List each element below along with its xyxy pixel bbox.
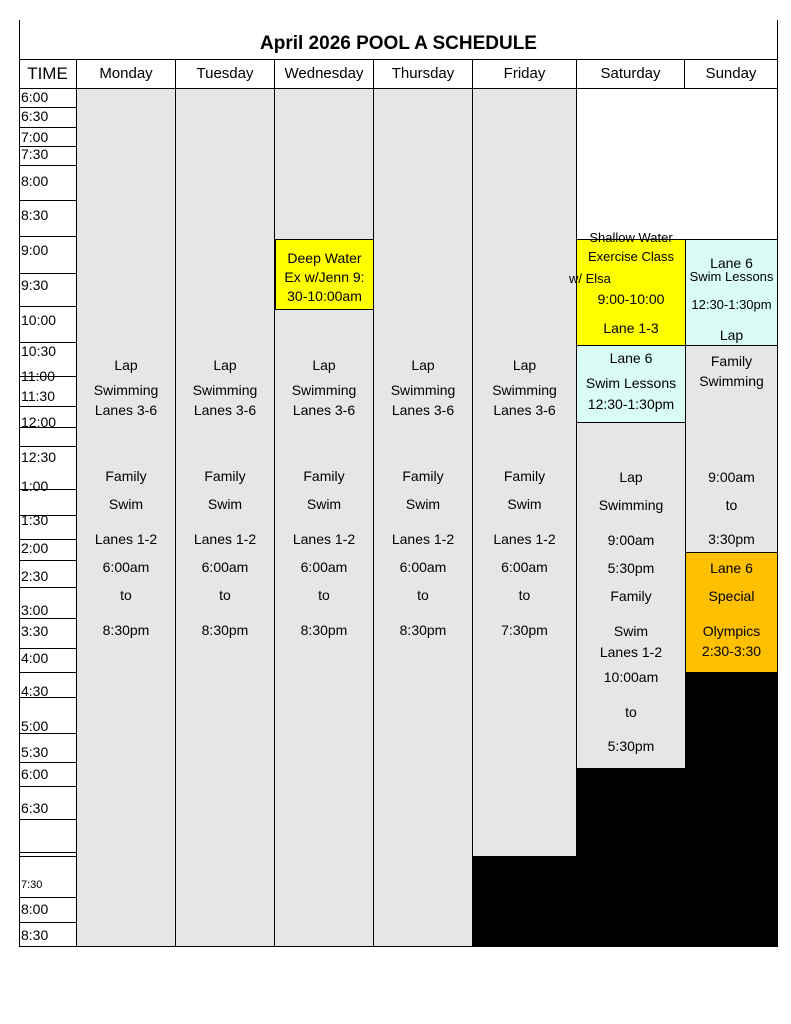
class-text: Shallow Water (589, 230, 673, 245)
time-label: 9:30 (21, 277, 49, 293)
day-header-friday: Friday (503, 65, 546, 82)
time-label: 9:00 (21, 242, 49, 258)
sunday-family-swimming (685, 345, 778, 553)
class-text: Exercise Class (588, 249, 674, 264)
time-label: 3:30 (21, 623, 49, 639)
time-row-line (19, 165, 76, 166)
family-label: Family (710, 353, 753, 369)
start-time: 6:00am (399, 559, 447, 575)
lap-label: Lap (512, 357, 537, 373)
start-time: 9:00am (607, 532, 655, 548)
family-label: Family (105, 468, 147, 484)
lap-lanes: Lanes 3-6 (292, 402, 356, 418)
family-label: Swim (613, 623, 649, 639)
lap-lanes: Lanes 3-6 (94, 402, 158, 418)
lap-label: Lap (114, 357, 138, 373)
monday-schedule-block (76, 88, 176, 947)
family-label: Swim (405, 496, 441, 512)
time-row-line (19, 897, 76, 898)
left-border (19, 20, 20, 947)
lap-label: Swimming (492, 382, 557, 398)
closed-area-sunday-evening (685, 672, 778, 770)
time-label: 5:00 (21, 718, 49, 734)
start-time: 6:00am (102, 559, 150, 575)
time-row-line (19, 819, 76, 820)
time-row-line (19, 200, 76, 201)
time-label: 11:00 (21, 368, 55, 384)
deep-water-exercise-class (275, 239, 374, 310)
time-row-line (19, 786, 76, 787)
time-label: 6:30 (21, 800, 49, 816)
family-label: Swim (108, 496, 144, 512)
time-row-line (19, 406, 76, 407)
thursday-schedule-block (373, 88, 473, 947)
time-label: 1:00 (21, 478, 49, 494)
end-time: 5:30pm (607, 560, 655, 576)
class-text: w/ Elsa (569, 271, 611, 286)
start-time: 10:00am (603, 669, 659, 685)
time-label: 4:30 (21, 683, 49, 699)
shallow-water-exercise-class (569, 230, 686, 346)
time-label: 10:30 (21, 343, 57, 359)
end-time: 8:30pm (300, 622, 348, 638)
class-time: 9:00-10:00 (597, 291, 665, 307)
closed-area-saturday-evening (577, 768, 778, 858)
time-row-line (19, 446, 76, 447)
to-label: to (518, 587, 531, 603)
special-text: Olympics (702, 623, 761, 639)
closed-area-friday-weekend (473, 856, 778, 947)
end-time: 8:30pm (201, 622, 249, 638)
saturday-swim-lessons (576, 345, 686, 423)
to-label: to (417, 587, 429, 603)
class-lanes: Lane 1-3 (603, 320, 659, 336)
time-row-line (19, 560, 76, 561)
day-header-sunday: Sunday (705, 65, 757, 82)
time-label: 10:00 (21, 312, 57, 328)
time-label: 7:00 (21, 129, 49, 145)
time-row-line (19, 856, 76, 857)
end-time: 3:30pm (708, 531, 755, 547)
saturday-lap-family-block (576, 422, 686, 769)
saturday-sunday-open-area (576, 88, 778, 240)
end-time: 7:30pm (501, 622, 548, 638)
start-time: 6:00am (201, 559, 249, 575)
time-row-line (19, 273, 76, 274)
family-label: Family (402, 468, 444, 484)
time-label: 7:30 (21, 146, 49, 162)
start-time: 9:00am (708, 469, 755, 485)
family-label: Swim (207, 496, 243, 512)
schedule-title: April 2026 POOL A SCHEDULE (260, 33, 537, 54)
end-time: 8:30pm (102, 622, 150, 638)
day-header-monday: Monday (99, 65, 153, 82)
family-lanes: Lanes 1-2 (94, 531, 158, 547)
to-label: to (318, 587, 330, 603)
to-label: to (120, 587, 132, 603)
family-lanes: Lanes 1-2 (391, 531, 455, 547)
lap-label: Lap (719, 327, 744, 343)
lessons-text: Swim Lessons (689, 269, 774, 284)
time-row-line (19, 922, 76, 923)
family-lanes: Lanes 1-2 (599, 644, 663, 660)
time-row-line (19, 306, 76, 307)
lap-label: Lap (312, 357, 336, 373)
day-header-wednesday: Wednesday (284, 65, 364, 82)
time-row-line (19, 127, 76, 128)
lap-lanes: Lanes 3-6 (493, 402, 556, 418)
sunday-swim-lessons (685, 239, 778, 346)
time-label: 2:00 (21, 540, 49, 556)
end-time: 5:30pm (607, 738, 655, 754)
time-label: 12:00 (21, 414, 57, 430)
time-label: 6:30 (21, 108, 49, 124)
time-label: 11:30 (21, 388, 55, 404)
lap-label: Lap (619, 469, 643, 485)
time-label: 7:30 (21, 879, 43, 891)
tuesday-schedule-block (175, 88, 275, 947)
family-label: Swim (306, 496, 342, 512)
to-label: to (219, 587, 231, 603)
time-label: 5:30 (21, 744, 49, 760)
time-row-line (19, 618, 76, 619)
time-label: 1:30 (21, 512, 49, 528)
special-time: 2:30-3:30 (701, 643, 762, 659)
time-label: 8:30 (21, 207, 49, 223)
time-label: 6:00 (21, 766, 49, 782)
lap-lanes: Lanes 3-6 (193, 402, 257, 418)
lessons-time: 12:30-1:30pm (691, 297, 772, 312)
special-text: Lane 6 (710, 560, 753, 576)
family-label: Family (204, 468, 246, 484)
start-time: 6:00am (300, 559, 348, 575)
end-time: 8:30pm (399, 622, 447, 638)
family-lanes: Lanes 1-2 (193, 531, 257, 547)
to-label: to (625, 704, 637, 720)
class-text: Ex w/Jenn 9: (284, 269, 365, 285)
family-lanes: Lanes 1-2 (292, 531, 356, 547)
lap-label: Lap (213, 357, 237, 373)
time-row-line (19, 236, 76, 237)
start-time: 6:00am (501, 559, 548, 575)
lessons-time: 12:30-1:30pm (587, 396, 675, 412)
time-label: 8:00 (21, 173, 49, 189)
day-header-tuesday: Tuesday (196, 65, 254, 82)
wednesday-schedule-block (274, 88, 374, 947)
lessons-text: Lane 6 (609, 350, 653, 366)
special-text: Special (708, 588, 755, 604)
class-text: Deep Water (287, 250, 362, 266)
lap-label: Swimming (598, 497, 664, 513)
lap-lanes: Lanes 3-6 (391, 402, 455, 418)
lap-label: Swimming (192, 382, 258, 398)
family-label: Family (503, 468, 546, 484)
family-label: Family (610, 588, 652, 604)
family-label: Family (303, 468, 345, 484)
to-label: to (725, 497, 738, 513)
time-label: 8:00 (21, 901, 49, 917)
lessons-text: Lane 6 (710, 255, 753, 271)
day-header-saturday: Saturday (600, 65, 661, 82)
day-header-thursday: Thursday (391, 65, 455, 82)
special-olympics (685, 552, 778, 673)
time-row-line (19, 587, 76, 588)
lap-label: Swimming (390, 382, 456, 398)
time-label: 3:00 (21, 602, 49, 618)
family-label: Swim (507, 496, 542, 512)
time-row-line (19, 648, 76, 649)
family-lanes: Lanes 1-2 (493, 531, 556, 547)
lap-label: Lap (411, 357, 435, 373)
family-label: Swimming (699, 373, 764, 389)
time-label: 6:00 (21, 89, 49, 105)
lessons-text: Swim Lessons (585, 375, 677, 391)
class-text: 30-10:00am (287, 288, 362, 304)
lap-label: Swimming (93, 382, 159, 398)
time-label: 12:30 (21, 449, 57, 465)
time-label: 2:30 (21, 568, 49, 584)
time-row-line (19, 672, 76, 673)
time-row-line (19, 852, 76, 853)
time-header: TIME (27, 64, 68, 83)
time-label: 8:30 (21, 927, 49, 943)
friday-schedule-block (472, 88, 577, 857)
lap-label: Swimming (291, 382, 357, 398)
time-label: 4:00 (21, 650, 49, 666)
time-row-line (19, 762, 76, 763)
